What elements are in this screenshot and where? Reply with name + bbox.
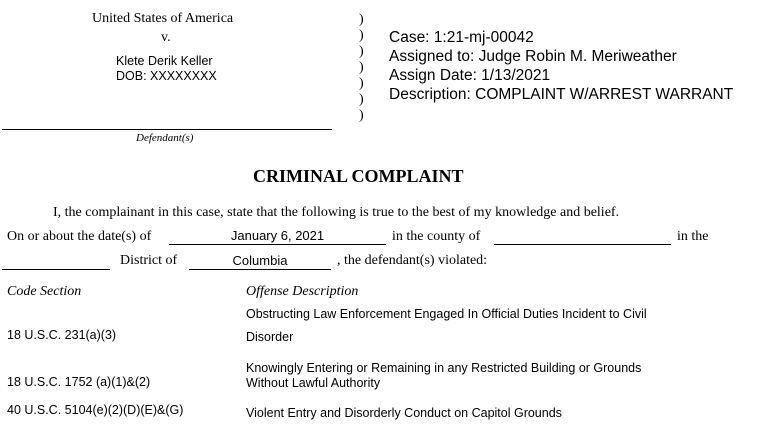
caption-paren: ) bbox=[359, 92, 364, 107]
date-field-value: January 6, 2021 bbox=[230, 228, 325, 243]
caption-paren: ) bbox=[359, 60, 364, 75]
district-field-value: Columbia bbox=[232, 253, 288, 268]
assigned-judge: Assigned to: Judge Robin M. Meriweather bbox=[389, 48, 677, 65]
table-row-description: Knowingly Entering or Remaining in any Restricted Building or Grounds bbox=[246, 361, 642, 375]
table-row-description: Disorder bbox=[246, 330, 294, 344]
versus-label: v. bbox=[161, 30, 171, 45]
document-title: CRIMINAL COMPLAINT bbox=[253, 166, 464, 186]
county-field-line bbox=[494, 244, 671, 245]
complaint-intro: I, the complainant in this case, state that the following is true to the best of my knowledge and belief. bbox=[53, 205, 620, 220]
table-row-description: Violent Entry and Disorderly Conduct on Capitol Grounds bbox=[246, 406, 562, 420]
county-label: in the county of bbox=[392, 229, 481, 244]
defendant-label: Defendant(s) bbox=[136, 132, 194, 144]
table-row-code: 18 U.S.C. 231(a)(3) bbox=[7, 328, 117, 342]
table-row-code: 40 U.S.C. 5104(e)(2)(D)(E)&(G) bbox=[7, 403, 184, 417]
date-field-line bbox=[169, 244, 386, 245]
caption-paren: ) bbox=[359, 12, 364, 27]
district-field-line bbox=[189, 269, 331, 270]
table-row-code: 18 U.S.C. 1752 (a)(1)&(2) bbox=[7, 375, 151, 389]
table-row-description: Without Lawful Authority bbox=[246, 376, 381, 390]
caption-paren: ) bbox=[359, 28, 364, 43]
case-description: Description: COMPLAINT W/ARREST WARRANT bbox=[389, 86, 734, 103]
caption-paren: ) bbox=[359, 44, 364, 59]
case-number: Case: 1:21-mj-00042 bbox=[389, 29, 534, 46]
defendant-dob: DOB: XXXXXXXX bbox=[116, 69, 217, 83]
district-prefix-line bbox=[2, 269, 110, 270]
plaintiff-name: United States of America bbox=[92, 11, 234, 26]
code-section-header: Code Section bbox=[7, 284, 82, 299]
assign-date: Assign Date: 1/13/2021 bbox=[389, 67, 551, 84]
caption-paren: ) bbox=[359, 76, 364, 91]
defendant-signature-line bbox=[2, 129, 332, 130]
date-label: On or about the date(s) of bbox=[7, 229, 152, 244]
defendant-name: Klete Derik Keller bbox=[116, 54, 213, 68]
in-the-label: in the bbox=[677, 229, 709, 244]
offense-description-header: Offense Description bbox=[246, 284, 359, 299]
caption-paren: ) bbox=[359, 108, 364, 123]
violated-text: , the defendant(s) violated: bbox=[337, 253, 488, 268]
district-label: District of bbox=[120, 253, 178, 268]
table-row-description: Obstructing Law Enforcement Engaged In Official Duties Incident to Civil bbox=[246, 307, 647, 321]
